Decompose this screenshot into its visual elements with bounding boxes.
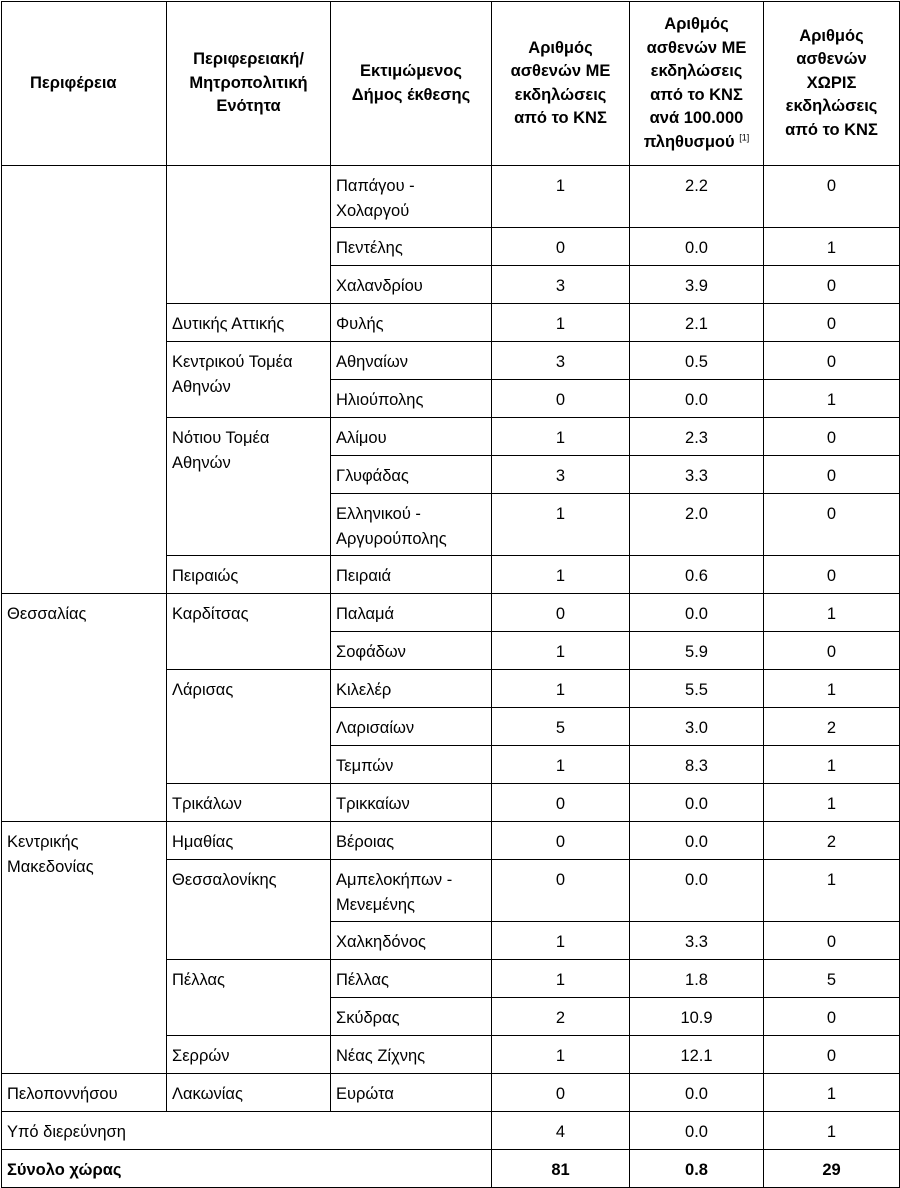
regional-unit-cell: Λάρισας [167,670,331,784]
header-with-line: εκδηλώσεις [514,85,607,104]
header-with-line: Αριθμός [528,38,593,57]
cases-with-cell: 1 [492,960,630,998]
header-row [2,2,900,166]
municipality-cell: Ηλιούπολης [331,380,492,418]
cases-with-cell: 1 [492,922,630,960]
cases-without-cell: 0 [764,342,900,380]
municipality-cell: Πειραιά [331,556,492,594]
header-rate-line: ανά 100.000 [649,109,744,127]
cases-with-cell: 0 [492,822,630,860]
cases-with-cell: 3 [492,456,630,494]
cases-without-cell: 1 [764,670,900,708]
cases-with-cell: 3 [492,266,630,304]
cases-without-cell: 1 [764,860,900,922]
total-rate-cell: 0.8 [630,1150,764,1188]
rate-cell: 3.3 [630,456,764,494]
table-row [2,1074,900,1112]
header-regional-unit-line: Περιφερειακή/ [193,50,304,69]
municipality-cell: Χαλκηδόνος [331,922,492,960]
cases-without-cell: 1 [764,1074,900,1112]
header-without-line: ΧΩΡΙΣ [806,73,857,92]
cases-with-cell: 1 [492,746,630,784]
municipality-cell: Ελληνικού - Αργυρούπολης [331,494,492,556]
cases-without-cell: 0 [764,922,900,960]
regional-unit-cell: Καρδίτσας [167,594,331,670]
cases-without-cell: 1 [764,594,900,632]
regional-unit-cell: Πειραιώς [167,556,331,594]
rate-cell: 0.0 [630,228,764,266]
rate-cell: 3.3 [630,922,764,960]
region-cell: Θεσσαλίας [2,594,167,822]
municipality-cell: Ευρώτα [331,1074,492,1112]
header-rate-line: ασθενών ΜΕ [646,38,747,57]
header-without-line: ασθενών [796,50,867,69]
municipality-cell: Χαλανδρίου [331,266,492,304]
rate-cell: 8.3 [630,746,764,784]
regional-unit-cell: Σερρών [167,1036,331,1074]
municipality-cell: Κιλελέρ [331,670,492,708]
under-investigation-label: Υπό διερεύνηση [2,1112,492,1150]
cases-without-cell: 1 [764,228,900,266]
cases-with-cell: 0 [492,784,630,822]
cases-without-cell: 1 [764,784,900,822]
municipality-cell: Παλαμά [331,594,492,632]
cases-with-cell: 1 [492,304,630,342]
municipality-cell: Τεμπών [331,746,492,784]
rate-cell: 0.0 [630,1112,764,1150]
header-rate-line: εκδηλώσεις [650,62,743,80]
total-cases-without-cell: 29 [764,1150,900,1188]
municipality-cell: Σοφάδων [331,632,492,670]
cases-without-cell: 5 [764,960,900,998]
cases-with-cell: 5 [492,708,630,746]
cases-without-cell: 2 [764,708,900,746]
cases-with-cell: 1 [492,166,630,228]
rate-cell: 0.0 [630,1074,764,1112]
cases-without-cell: 0 [764,418,900,456]
municipality-cell: Αλίμου [331,418,492,456]
footnote-marker: [1] [739,132,750,142]
header-with-line: από το ΚΝΣ [514,109,607,127]
header-rate-line-text: πληθυσμού [643,132,735,151]
cases-with-cell: 1 [492,494,630,556]
regional-unit-cell [167,166,331,304]
cases-with-cell: 1 [492,632,630,670]
rate-cell: 0.0 [630,594,764,632]
cases-without-cell: 2 [764,822,900,860]
rate-cell: 0.0 [630,784,764,822]
regional-unit-cell: Λακωνίας [167,1074,331,1112]
cases-table [1,1,900,1188]
region-cell [2,166,167,594]
rate-cell: 2.2 [630,166,764,228]
cases-with-cell: 1 [492,418,630,456]
rate-cell: 3.9 [630,266,764,304]
municipality-cell: Βέροιας [331,822,492,860]
table-row [2,594,900,632]
municipality-cell: Αθηναίων [331,342,492,380]
municipality-cell: Σκύδρας [331,998,492,1036]
municipality-cell: Νέας Ζίχνης [331,1036,492,1074]
header-regional-unit-line: Μητροπολιτική [189,73,308,92]
cases-without-cell: 0 [764,494,900,556]
municipality-cell: Φυλής [331,304,492,342]
municipality-cell: Πέλλας [331,960,492,998]
regional-unit-cell: Θεσσαλονίκης [167,860,331,960]
regional-unit-cell: Κεντρικού Τομέα Αθηνών [167,342,331,418]
header-without-line: εκδηλώσεις [785,97,878,116]
cases-with-cell: 1 [492,670,630,708]
rate-cell: 0.0 [630,380,764,418]
rate-cell: 12.1 [630,1036,764,1074]
header-cases-with-symptoms [492,2,630,166]
municipality-cell: Παπάγου - Χολαργού [331,166,492,228]
municipality-cell: Λαρισαίων [331,708,492,746]
cases-with-cell: 1 [492,556,630,594]
regional-unit-cell: Ημαθίας [167,822,331,860]
municipality-cell: Αμπελοκήπων - Μενεμένης [331,860,492,922]
header-rate-line [636,131,757,155]
cases-without-cell: 0 [764,166,900,228]
cases-without-cell: 0 [764,266,900,304]
header-rate-line: Αριθμός [664,15,729,33]
cases-with-cell: 0 [492,1074,630,1112]
rate-cell: 3.0 [630,708,764,746]
header-regional-unit [167,2,331,166]
cases-without-cell: 0 [764,556,900,594]
under-investigation-row [2,1112,900,1150]
rate-cell: 10.9 [630,998,764,1036]
rate-cell: 1.8 [630,960,764,998]
header-rate-per-100k [630,2,764,166]
header-without-line: Αριθμός [799,26,864,45]
regional-unit-cell: Πέλλας [167,960,331,1036]
cases-without-cell: 0 [764,1036,900,1074]
cases-without-cell: 1 [764,746,900,784]
header-rate-line: από το ΚΝΣ [650,85,743,104]
regional-unit-cell: Τρικάλων [167,784,331,822]
cases-with-cell: 3 [492,342,630,380]
cases-with-cell: 4 [492,1112,630,1150]
rate-cell: 5.5 [630,670,764,708]
header-without-line: από το ΚΝΣ [785,120,878,139]
regional-unit-cell: Νότιου Τομέα Αθηνών [167,418,331,556]
total-label: Σύνολο χώρας [2,1150,492,1188]
header-municipality-line: Εκτιμώμενος [360,62,462,80]
table-row [2,166,900,228]
municipality-cell: Τρικκαίων [331,784,492,822]
cases-without-cell: 0 [764,632,900,670]
cases-with-cell: 2 [492,998,630,1036]
rate-cell: 0.0 [630,822,764,860]
municipality-cell: Πεντέλης [331,228,492,266]
header-cases-without-symptoms [764,2,900,166]
region-cell: Πελοποννήσου [2,1074,167,1112]
header-with-line: ασθενών ΜΕ [510,62,611,80]
cases-without-cell: 0 [764,998,900,1036]
total-cases-with-cell: 81 [492,1150,630,1188]
header-regional-unit-line: Ενότητα [216,97,281,116]
rate-cell: 5.9 [630,632,764,670]
region-cell: Κεντρικής Μακεδονίας [2,822,167,1074]
cases-without-cell: 0 [764,304,900,342]
cases-without-cell: 1 [764,1112,900,1150]
header-municipality-line: Δήμος έκθεσης [351,85,471,104]
rate-cell: 0.5 [630,342,764,380]
rate-cell: 2.1 [630,304,764,342]
cases-with-cell: 1 [492,1036,630,1074]
cases-without-cell: 0 [764,456,900,494]
rate-cell: 0.6 [630,556,764,594]
header-region: Περιφέρεια [2,2,167,166]
rate-cell: 2.0 [630,494,764,556]
municipality-cell: Γλυφάδας [331,456,492,494]
table-row [2,822,900,860]
rate-cell: 0.0 [630,860,764,922]
cases-without-cell: 1 [764,380,900,418]
cases-with-cell: 0 [492,380,630,418]
cases-with-cell: 0 [492,594,630,632]
regional-unit-cell: Δυτικής Αττικής [167,304,331,342]
rate-cell: 2.3 [630,418,764,456]
cases-with-cell: 0 [492,228,630,266]
header-municipality [331,2,492,166]
cases-with-cell: 0 [492,860,630,922]
